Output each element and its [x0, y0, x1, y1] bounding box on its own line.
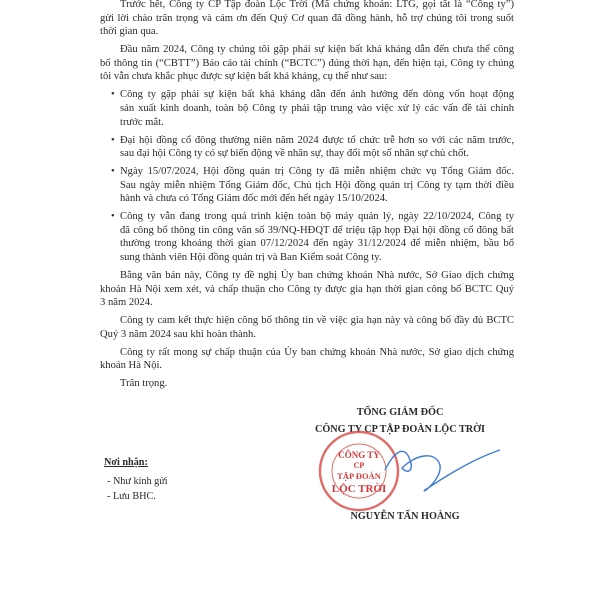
text-line: 3 năm 2024. — [100, 297, 153, 309]
text-line: trước mắt. — [120, 116, 164, 128]
text-line: Công ty rất mong sự chấp thuận của Ủy ban chứng khoán Nhà nước, Sở giao dịch chứng — [120, 346, 514, 358]
letter-body — [100, 0, 514, 377]
paragraph — [100, 0, 514, 39]
text-line: sung thành viên Hội đồng quản trị và Ban Kiểm soát Công ty. — [120, 252, 382, 264]
paragraph — [100, 43, 514, 84]
paragraph — [100, 346, 514, 373]
text-line: Bằng văn bản này, Công ty đề nghị Ủy ban chứng khoán Nhà nước, Sở Giao dịch chứng — [120, 270, 514, 282]
closing: Trân trọng. — [120, 378, 168, 389]
stamp-line3: TẬP ĐOÀN — [337, 471, 381, 481]
text-line: • Ngày 15/07/2024, Hội đồng quản trị Công ty đã miễn nhiệm chức vụ Tổng Giám đốc. — [108, 165, 514, 179]
text-line: sau đại hội Công ty có sự biến động về nhân sự, thay đổi một số nhân sự chủ chốt. — [120, 148, 469, 160]
signature-company: CÔNG TY CP TẬP ĐOÀN LỘC TRỜI — [314, 424, 485, 435]
text-line: Sau ngày miễn nhiệm Tổng Giám đốc, Chủ tịch Hội đồng quản trị Công ty tạm thời điều — [120, 179, 514, 191]
text-line: hành và chưa có Tổng Giám đốc mới đến hết ngày 15/10/2024. — [120, 193, 388, 205]
text-line: khoán Hà Nội. — [100, 360, 163, 372]
bullet-item — [100, 165, 514, 206]
recipient-item: - Như kính gửi — [107, 476, 168, 487]
stamp-line1: CÔNG TY — [338, 450, 380, 460]
stamp-line4: LỘC TRỜI — [331, 483, 387, 495]
text-line: • Đại hội đồng cổ đông thường niên năm 2024 được tổ chức trễ hơn so với các năm trước, — [108, 134, 514, 148]
text-line: Trước hết, Công ty CP Tập đoàn Lộc Trời (Mã chứng khoán: LTG, gọi tắt là “Công ty”) — [120, 0, 514, 10]
handwritten-signature — [380, 440, 520, 500]
text-line: thời gian qua. — [100, 26, 159, 38]
bullet-item — [100, 210, 514, 264]
text-line: gửi lời chào trân trọng và cám ơn đến Quý Cơ quan đã đồng hành, hỗ trợ chúng tôi trong suốt — [100, 12, 514, 24]
text-line: thường trong khoảng thời gian 07/12/2024 đến ngày 31/12/2024 để miễn nhiệm, bầu bổ — [120, 238, 514, 250]
text-line: tôi vẫn chưa khắc phục được sự kiện bất khả kháng, cụ thể như sau: — [100, 71, 388, 83]
text-line: Công ty cam kết thực hiện công bố thông tin về việc gia hạn này và công bố đầy đủ BCTC — [120, 315, 514, 327]
text-line: • Công ty gặp phải sự kiện bất khả kháng dẫn đến ảnh hưởng đến dòng vốn hoạt động — [108, 88, 514, 102]
recipient-item: - Lưu BHC. — [107, 491, 156, 502]
text-line: bố thông tin (“CBTT”) Báo cáo tài chính (“BCTC”) đúng thời hạn, đến hiện tại, Công ty chúng — [100, 57, 514, 69]
text-line: đã công bố thông tin công văn số 39/NQ-HĐQT để triệu tập họp Đại hội đồng cổ đông bất — [120, 224, 514, 236]
bullet-item — [100, 134, 514, 161]
text-line: • Công ty vẫn đang trong quá trình kiện toàn bộ máy quản lý, ngày 22/10/2024, Công ty — [108, 210, 514, 224]
signer-name: NGUYỄN TẤN HOÀNG — [350, 511, 460, 522]
text-line: Quý 3 năm 2024 sau khi hoàn thành. — [100, 328, 256, 340]
text-line: sản xuất kinh doanh, toàn bộ Công ty phải tập trung vào việc xử lý các vấn đề tài chính — [120, 102, 514, 114]
stamp-line2: CP — [353, 461, 365, 470]
paragraph — [100, 269, 514, 310]
bullet-item — [100, 88, 514, 129]
text-line: Đầu năm 2024, Công ty chúng tôi gặp phải sự kiện bất khả kháng dẫn đến chưa thể công — [120, 44, 514, 56]
paragraph — [100, 314, 514, 341]
recipients-label: Nơi nhận: — [104, 457, 148, 468]
text-line: khoán Hà Nội xem xét, và chấp thuận cho Công ty được gia hạn thời gian công bố BCTC Quý — [100, 283, 514, 295]
signature-title: TỔNG GIÁM ĐỐC — [356, 407, 444, 418]
